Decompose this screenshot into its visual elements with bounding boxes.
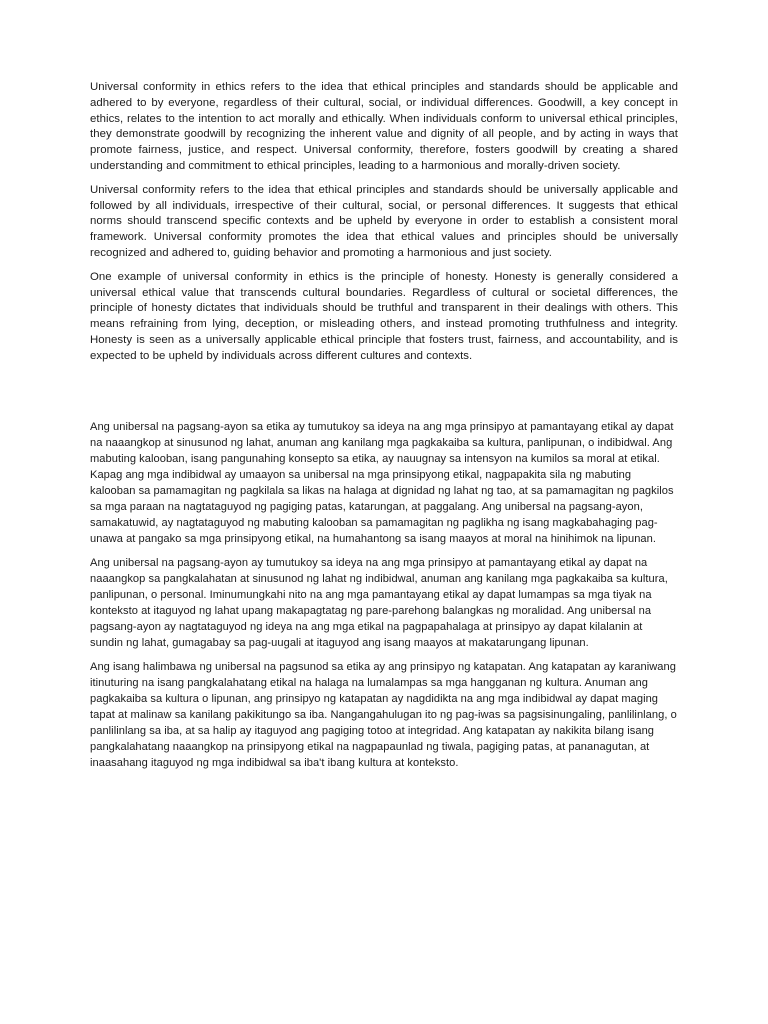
english-paragraph-3: One example of universal conformity in ethics is the principle of honesty. Honesty is generally considered a universal ethical value that transcends cultural boundaries. Regardless of cultural or societal differences, the principle of honesty dictates that individuals should be truthful and transparent in their dealings with others. This means refraining from lying, deception, or misleading others, and instead promoting truthfulness and integrity. Honesty is seen as a universally applicable ethical principle that fosters trust, fairness, and accountability, and is expected to be upheld by individuals across different cultures and contexts. [90, 270, 678, 362]
english-paragraph-2: Universal conformity refers to the idea that ethical principles and standards should be universally applicable and followed by all individuals, irrespective of their cultural, social, or personal differences. It suggests that ethical norms should transcend specific contexts and be upheld by everyone in order to establish a consistent moral framework. Universal conformity promotes the idea that ethical values and principles should be universally recognized and adhered to, guiding behavior and promoting a harmonious and just society. [90, 183, 678, 259]
tagalog-section [90, 419, 678, 771]
tagalog-paragraph-1: Ang unibersal na pagsang-ayon sa etika ay tumutukoy sa ideya na ang mga prinsipyo at pamantayang etikal ay dapat na naaangkop at sinusunod ng lahat, anuman ang kanilang mga pagkakaiba sa kultura, panlipunan, o indibidwal. Ang mabuting kalooban, isang pangunahing konsepto sa etika, ay nauugnay sa intensyon na kumilos sa moral at etikal. Kapag ang mga indibidwal ay umaayon sa unibersal na mga prinsipyong etikal, nagpapakita sila ng mabuting kalooban sa pamamagitan ng pagkilala sa likas na halaga at dignidad ng lahat ng tao, at sa pamamagitan ng pagkilos sa mga paraan na nagtataguyod ng pagiging patas, katarungan, at paggalang. Ang unibersal na pagsang-ayon, samakatuwid, ay nagtataguyod ng mabuting kalooban sa pamamagitan ng paglikha ng isang magkabahaging pag-unawa at pangako sa mga prinsipyong etikal, na humahantong sa isang maayos at moral na hinihimok na lipunan. [90, 420, 674, 545]
tagalog-paragraph-2: Ang unibersal na pagsang-ayon ay tumutukoy sa ideya na ang mga prinsipyo at pamantayang etikal ay dapat na naaangkop sa pangkalahatan at sinusunod ng lahat ng indibidwal, anuman ang kanilang mga pagkakaiba sa kultura, panlipunan, o personal. Iminumungkahi nito na ang mga pamantayang etikal ay dapat lumampas sa mga tiyak na konteksto at itaguyod ng lahat upang makapagtatag ng pare-parehong balangkas ng moralidad. Ang unibersal na pagsang-ayon ay nagtataguyod ng ideya na ang mga etikal na pagpapahalaga at prinsipyo ay dapat kilalanin at sundin ng lahat, gumagabay sa pag-uugali at itaguyod ang isang maayos at makatarungang lipunan. [90, 556, 668, 649]
english-section [90, 80, 678, 365]
section-spacer [90, 373, 678, 419]
english-paragraph-1: Universal conformity in ethics refers to the idea that ethical principles and standards should be applicable and adhered to by everyone, regardless of their cultural, social, or individual differences. Goodwill, a key concept in ethics, relates to the intention to act morally and ethically. When individuals conform to universal ethical principles, they demonstrate goodwill by recognizing the inherent value and dignity of all people, and by acting in ways that promote fairness, justice, and respect. Universal conformity, therefore, fosters goodwill by creating a shared understanding and commitment to ethical principles, leading to a harmonious and morally-driven society. [90, 81, 678, 172]
document-page [90, 80, 678, 779]
tagalog-paragraph-3: Ang isang halimbawa ng unibersal na pagsunod sa etika ay ang prinsipyo ng katapatan. Ang katapatan ay karaniwang itinuturing na isang pangkalahatang etikal na halaga na lumalampas sa mga hangganan ng kultura. Anuman ang pagkakaiba sa kultura o lipunan, ang prinsipyo ng katapatan ay nagdidikta na ang mga indibidwal ay dapat maging tapat at malinaw sa kanilang pakikitungo sa iba. Nangangahulugan ito ng pag-iwas sa pagsisinungaling, panlilinlang, o panlilinlang sa iba, at sa halip ay itaguyod ang pagiging totoo at integridad. Ang katapatan ay nakikita bilang isang pangkalahatang naaangkop na prinsipyong etikal na nagpapaunlad ng tiwala, pagiging patas, at pananagutan, at inaasahang itaguyod ng mga indibidwal sa iba't ibang kultura at konteksto. [90, 660, 677, 769]
